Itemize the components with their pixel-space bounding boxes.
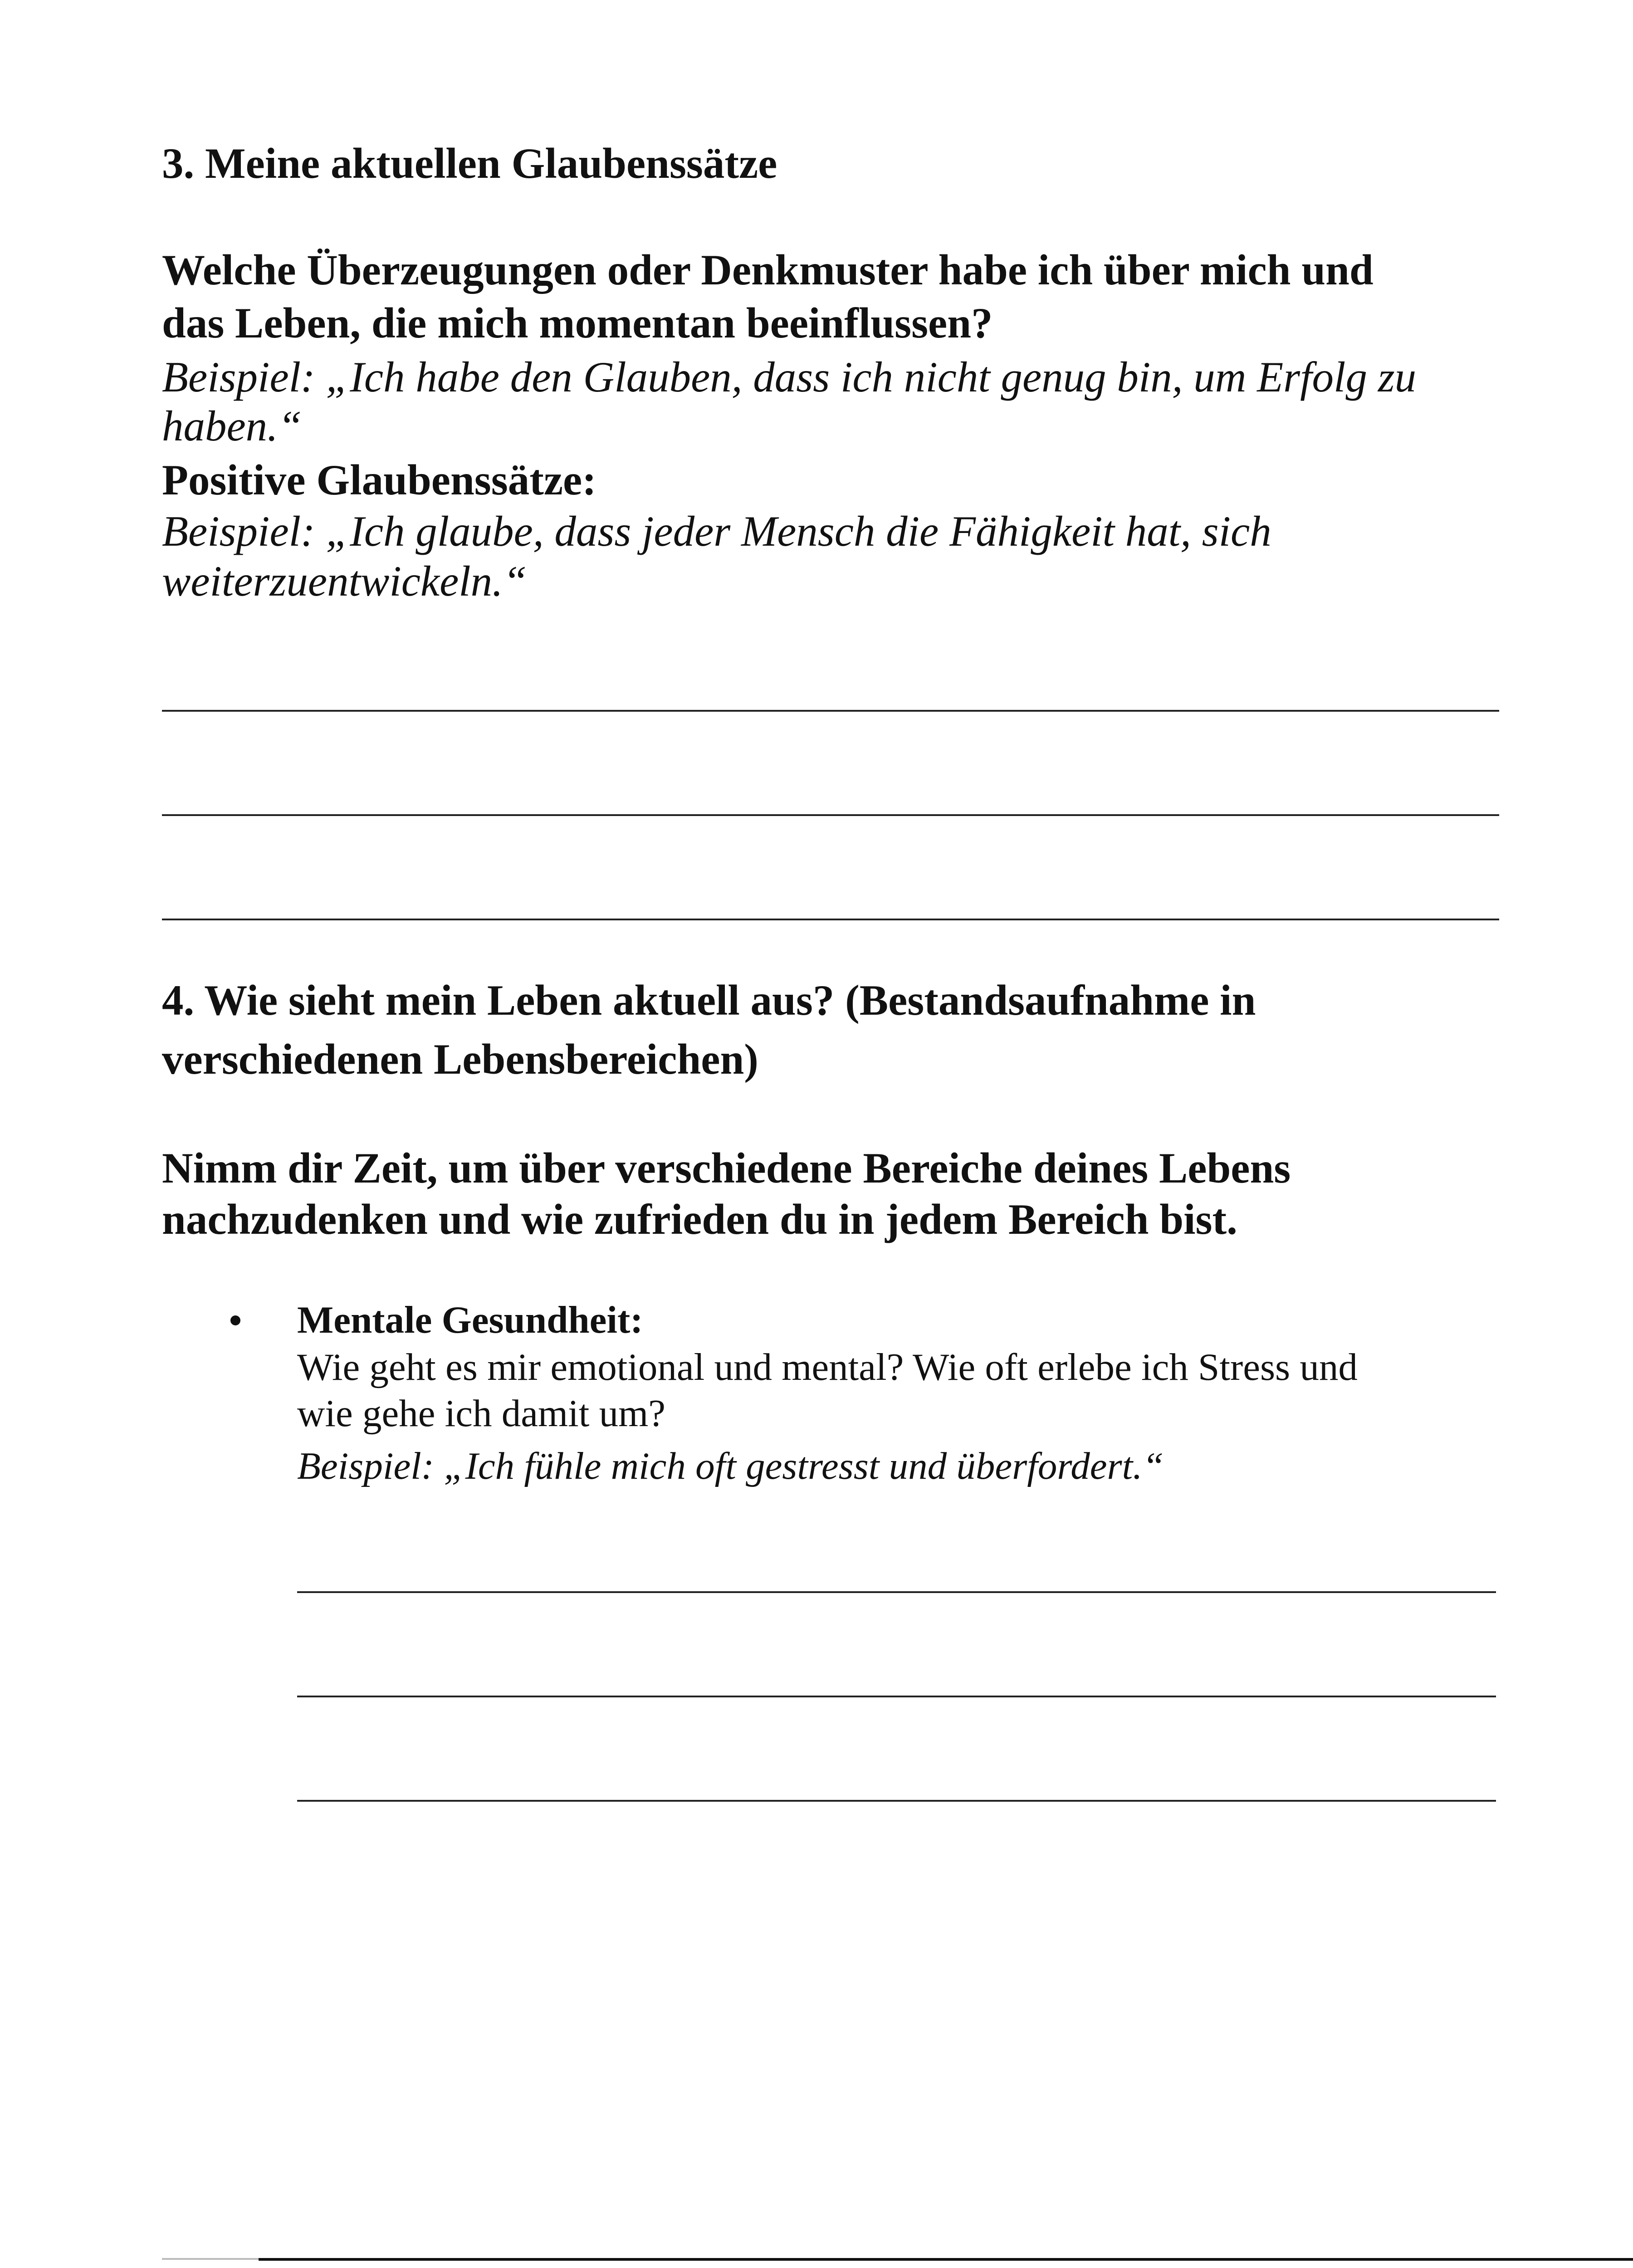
answer-line-4-2[interactable] — [297, 1696, 1496, 1697]
bullet-mental-health-title: Mentale Gesundheit: — [297, 1299, 643, 1341]
footer-rule-light — [162, 2258, 271, 2260]
section-3-example-2-line-1: Beispiel: „Ich glaube, dass jeder Mensch die Fähigkeit hat, sich — [162, 507, 1271, 555]
section-3-example-2-line-2: weiterzuentwickeln.“ — [162, 557, 527, 605]
footer-rule — [259, 2258, 1633, 2261]
answer-line-3-1[interactable] — [162, 710, 1499, 712]
answer-line-3-3[interactable] — [162, 919, 1499, 920]
bullet-mental-health-text-line-1: Wie geht es mir emotional und mental? Wie oft erlebe ich Stress und — [297, 1346, 1358, 1388]
answer-line-4-3[interactable] — [297, 1800, 1496, 1802]
section-3-example-1-line-2: haben.“ — [162, 402, 302, 450]
section-3-example-1-line-1: Beispiel: „Ich habe den Glauben, dass ich nicht genug bin, um Erfolg zu — [162, 353, 1417, 401]
section-3-question-line-2: das Leben, die mich momentan beeinflussen? — [162, 299, 993, 347]
positive-beliefs-heading: Positive Glaubenssätze: — [162, 456, 596, 504]
section-3-question-line-1: Welche Überzeugungen oder Denkmuster habe ich über mich und — [162, 246, 1374, 294]
bullet-mental-health-text-line-2: wie gehe ich damit um? — [297, 1392, 665, 1435]
answer-line-3-2[interactable] — [162, 814, 1499, 816]
section-3-title: 3. Meine aktuellen Glaubenssätze — [162, 139, 777, 187]
section-4-title-line-1: 4. Wie sieht mein Leben aktuell aus? (Bestandsaufnahme in — [162, 976, 1256, 1024]
section-4-intro-line-2: nachzudenken und wie zufrieden du in jedem Bereich bist. — [162, 1195, 1237, 1243]
bullet-dot-icon — [230, 1315, 240, 1325]
answer-line-4-1[interactable] — [297, 1591, 1496, 1593]
section-4-intro-line-1: Nimm dir Zeit, um über verschiedene Bereiche deines Lebens — [162, 1144, 1291, 1192]
section-4-title-line-2: verschiedenen Lebensbereichen) — [162, 1035, 758, 1083]
bullet-mental-health-example: Beispiel: „Ich fühle mich oft gestresst und überfordert.“ — [297, 1445, 1164, 1487]
